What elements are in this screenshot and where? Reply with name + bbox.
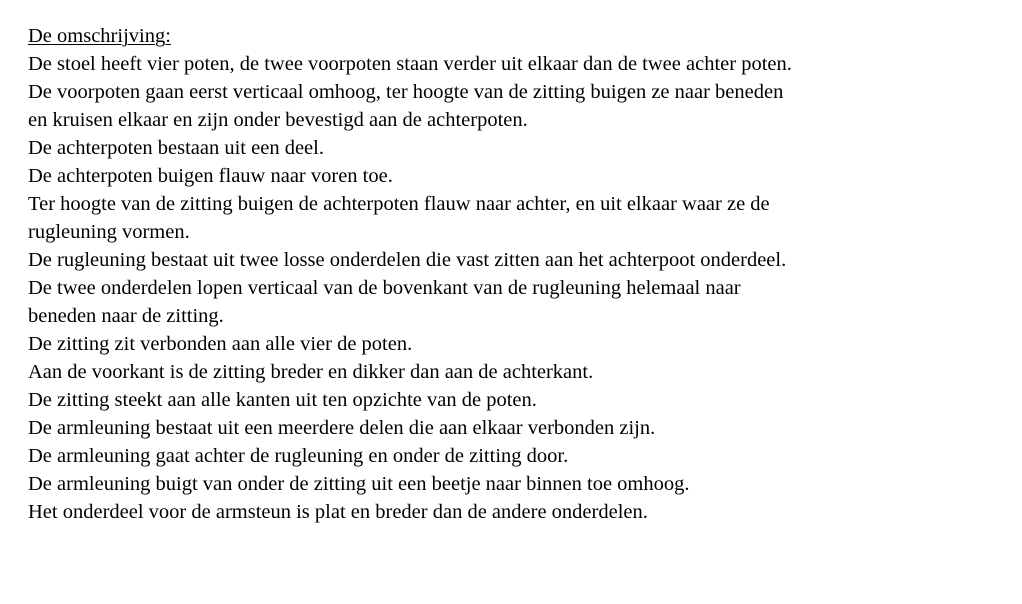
- text-line: De armleuning bestaat uit een meerdere delen die aan elkaar verbonden zijn.: [28, 417, 656, 439]
- text-line: De zitting steekt aan alle kanten uit ten opzichte van de poten.: [28, 389, 537, 411]
- text-line: De achterpoten bestaan uit een deel.: [28, 137, 324, 159]
- text-line: De zitting zit verbonden aan alle vier de poten.: [28, 333, 413, 355]
- text-line: De voorpoten gaan eerst verticaal omhoog, ter hoogte van de zitting buigen ze naar beneden: [28, 81, 784, 103]
- text-line: De stoel heeft vier poten, de twee voorpoten staan verder uit elkaar dan de twee achter poten.: [28, 53, 792, 75]
- text-line: De achterpoten buigen flauw naar voren toe.: [28, 165, 393, 187]
- text-line: rugleuning vormen.: [28, 221, 190, 243]
- text-line: De twee onderdelen lopen verticaal van de bovenkant van de rugleuning helemaal naar: [28, 277, 741, 299]
- text-line: Ter hoogte van de zitting buigen de achterpoten flauw naar achter, en uit elkaar waar ze de: [28, 193, 770, 215]
- text-line: De rugleuning bestaat uit twee losse onderdelen die vast zitten aan het achterpoot onderdeel.: [28, 249, 787, 271]
- text-line: De armleuning buigt van onder de zitting uit een beetje naar binnen toe omhoog.: [28, 473, 690, 495]
- text-line: beneden naar de zitting.: [28, 305, 224, 327]
- text-line: Aan de voorkant is de zitting breder en dikker dan aan de achterkant.: [28, 361, 594, 383]
- text-line: en kruisen elkaar en zijn onder bevestigd aan de achterpoten.: [28, 109, 528, 131]
- text-line: Het onderdeel voor de armsteun is plat en breder dan de andere onderdelen.: [28, 501, 648, 523]
- text-line: De armleuning gaat achter de rugleuning en onder de zitting door.: [28, 445, 569, 467]
- document-body: [28, 22, 1008, 526]
- document-heading: De omschrijving:: [28, 25, 171, 47]
